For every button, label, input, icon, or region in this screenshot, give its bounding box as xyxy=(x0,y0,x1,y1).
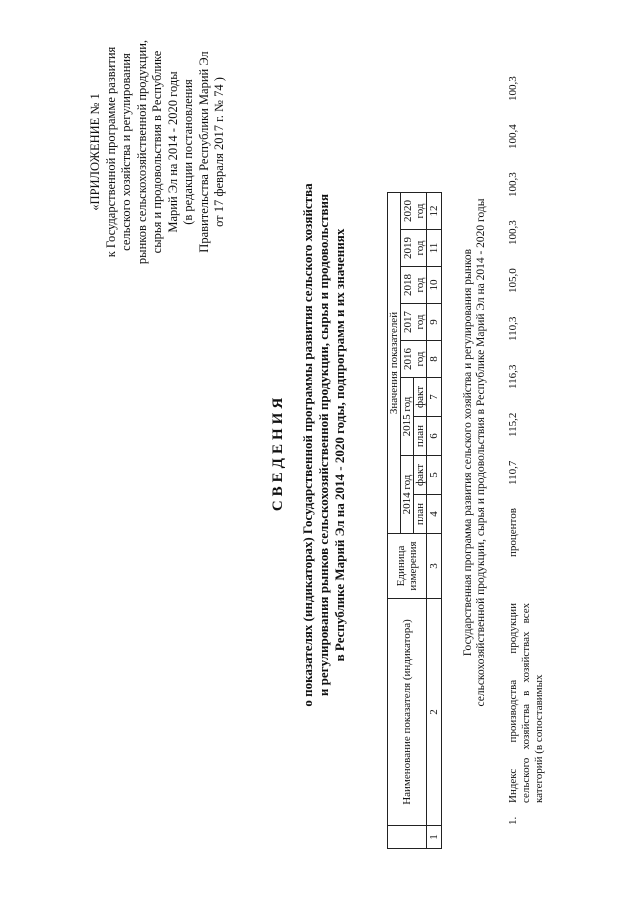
value-2019: 100,4 xyxy=(507,124,519,149)
col-number: 5 xyxy=(427,456,442,495)
subtitle-line: и регулирования рынков сельскохозяйственной продукции, сырья и продовольствия xyxy=(316,193,331,697)
col-header-index xyxy=(388,826,427,849)
approval-line: Правительства Республики Марий Эл xyxy=(196,51,211,253)
year-2017-header: 2017 год xyxy=(401,304,427,341)
approval-line: сельского хозяйства и регулирования xyxy=(119,53,133,251)
subtitle-line: о показателях (индикаторах) Государственной программы развития сельского хозяйства xyxy=(300,183,315,707)
fact-2015-header: факт xyxy=(414,378,427,417)
year-2015-header: 2015 год xyxy=(401,378,414,456)
col-number: 3 xyxy=(427,534,442,599)
value-2018: 100,3 xyxy=(507,172,519,197)
value-2015-plan: 116,3 xyxy=(507,364,519,389)
plan-2014-header: план xyxy=(414,495,427,534)
year-2014-header: 2014 год xyxy=(401,456,414,534)
year-2019-header: 2019 год xyxy=(401,230,427,267)
year-2020-header: 2020 год xyxy=(401,193,427,230)
section-line: сельскохозяйственной продукции, сырья и продовольствия в Республике Марий Эл на 2014 - 2020 годы xyxy=(475,198,487,707)
approval-line: сырья и продовольствия в Республике xyxy=(150,50,164,254)
approval-line: рынков сельскохозяйственной продукции, xyxy=(134,39,149,265)
col-number: 7 xyxy=(427,378,442,417)
approval-line: от 17 февраля 2017 г. № 74 ) xyxy=(212,77,226,227)
fact-2014-header: факт xyxy=(414,456,427,495)
col-number: 9 xyxy=(427,304,442,341)
col-number: 12 xyxy=(427,193,442,230)
indicator-name: Индекс производства продукции сельского хозяйства в хозяйствах всех категорий (в сопоставимых xyxy=(507,603,545,803)
indicator-unit: процентов xyxy=(507,508,519,557)
value-2020: 100,3 xyxy=(507,76,519,101)
col-number: 8 xyxy=(427,341,442,378)
approval-line: «ПРИЛОЖЕНИЕ № 1 xyxy=(88,93,102,211)
col-number: 4 xyxy=(427,495,442,534)
approval-block xyxy=(88,17,228,287)
col-header-name: Наименование показателя (индикатора) xyxy=(388,599,427,826)
value-2014-plan: 110,7 xyxy=(507,460,519,485)
value-2015-fact: 110,3 xyxy=(507,316,519,341)
year-2018-header: 2018 год xyxy=(401,267,427,304)
approval-line: Марий Эл на 2014 - 2020 годы xyxy=(165,71,180,233)
value-2017: 100,3 xyxy=(507,220,519,245)
col-number: 11 xyxy=(427,230,442,267)
col-header-unit: Единица измерения xyxy=(388,534,427,599)
value-2014-fact: 115,2 xyxy=(507,412,519,437)
approval-line: к Государственной программе развития xyxy=(103,46,118,258)
col-number: 2 xyxy=(427,599,442,826)
document-title: СВЕДЕНИЯ xyxy=(270,393,286,512)
row-number: 1. xyxy=(507,816,519,825)
col-number: 6 xyxy=(427,417,442,456)
col-number: 1 xyxy=(427,826,442,849)
indicators-table xyxy=(387,192,442,849)
value-2016: 105,0 xyxy=(507,268,519,293)
document-subtitle xyxy=(300,125,348,765)
col-number: 10 xyxy=(427,267,442,304)
approval-line: (в редакции постановления xyxy=(181,79,195,225)
values-header: Значения показателей xyxy=(388,193,401,534)
section-heading xyxy=(462,0,488,905)
subtitle-line: в Республике Марий Эл на 2014 - 2020 годы, подпрограмм и их значениях xyxy=(332,228,347,662)
plan-2015-header: план xyxy=(414,417,427,456)
year-2016-header: 2016 год xyxy=(401,341,427,378)
section-line: Государственная программа развития сельского хозяйства и регулирования рынков xyxy=(462,248,474,657)
